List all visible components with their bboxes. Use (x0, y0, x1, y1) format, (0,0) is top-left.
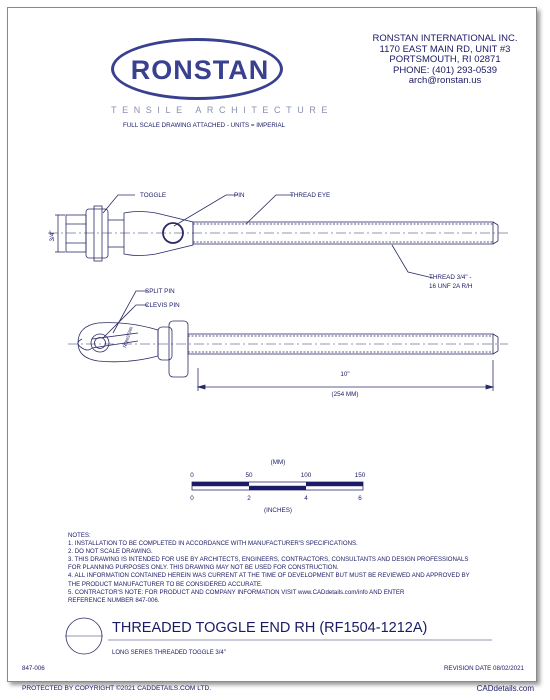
dim-length-mm: (254 MM) (331, 391, 359, 398)
callout-thread-2: 16 UNF 2A R/H (429, 283, 473, 290)
caddetails-link[interactable]: CADdetails.com (476, 684, 534, 693)
callout-clevis-pin: CLEVIS PIN (145, 302, 180, 309)
drawing-title: THREADED TOGGLE END RH (RF1504-1212A) (112, 620, 428, 636)
company-city: PORTSMOUTH, RI 02871 (389, 54, 501, 65)
reference-number: 847-006 (22, 665, 45, 672)
drawing-units-note: FULL SCALE DRAWING ATTACHED - UNITS = IMPERIAL (123, 122, 286, 129)
callout-pin: PIN (234, 192, 245, 199)
scale-in-tick-4: 4 (304, 495, 308, 502)
note-line: THE PRODUCT MANUFACTURER TO BE CONSIDERED ACCURATE. (68, 580, 263, 588)
scale-in-tick-0: 0 (190, 495, 194, 502)
scale-mm-label: (MM) (270, 459, 286, 466)
scale-mm-tick-150: 150 (354, 472, 366, 479)
callout-thread-eye: THREAD EYE (290, 192, 331, 199)
toggle-body (86, 209, 108, 258)
callout-toggle: TOGGLE (140, 192, 167, 199)
note-line: 2. DO NOT SCALE DRAWING. (68, 548, 153, 556)
scale-in-tick-6: 6 (358, 495, 362, 502)
technical-drawing (8, 8, 536, 528)
note-line: 4. ALL INFORMATION CONTAINED HEREIN WAS CURRENT AT THE TIME OF DEVELOPMENT BUT MUST BE REVIEWED AND APPROVED BY (68, 572, 470, 580)
notes-block (68, 532, 470, 605)
logo-tagline: TENSILE ARCHITECTURE (111, 105, 334, 115)
toggle-side-body (78, 323, 158, 362)
copyright-notice: PROTECTED BY COPYRIGHT ©2021 CADDETAILS.COM LTD. (22, 685, 212, 692)
company-phone: PHONE: (401) 293-0539 (392, 64, 498, 76)
drawing-subtitle: LONG SERIES THREADED TOGGLE 3/4" (112, 650, 226, 656)
dim-length: 10" (340, 371, 350, 378)
engraving-text: RONSTAN (122, 326, 134, 349)
scale-mm-tick-100: 100 (300, 472, 312, 479)
scale-inches-label: (INCHES) (264, 507, 292, 514)
dim-height: 3/4" (49, 230, 56, 242)
company-name: RONSTAN INTERNATIONAL INC. (372, 33, 518, 44)
eye-side (158, 327, 172, 360)
scale-mm-tick-50: 50 (245, 472, 253, 479)
note-line: REFERENCE NUMBER 847-006. (68, 596, 160, 604)
callout-split-pin: SPLIT PIN (145, 288, 175, 295)
note-line: FOR PLANNING PURPOSES ONLY. THIS DRAWING MAY NOT BE USED FOR CONSTRUCTION. (68, 564, 339, 572)
company-email: arch@ronstan.us (408, 75, 482, 86)
clevis-pin-hole (91, 334, 109, 352)
notes-heading: NOTES: (68, 532, 91, 539)
note-line: 3. THIS DRAWING IS INTENDED FOR USE BY ARCHITECTS, ENGINEERS, CONTRACTORS, CONSULTANTS AND DESIGN PROFESSIONALS (68, 556, 469, 564)
logo-text: RONSTAN (130, 55, 270, 85)
toggle-jaw-left (66, 215, 86, 252)
callout-thread-1: THREAD 3/4" - (429, 274, 472, 281)
company-address: 1170 EAST MAIN RD, UNIT #3 (379, 43, 511, 55)
note-line: 5. CONTRACTOR'S NOTE: FOR PRODUCT AND COMPANY INFORMATION VISIT www.CADdetails.com/info AND ENTER (68, 588, 405, 596)
split-pin-loop (78, 339, 92, 350)
scale-mm-tick-0: 0 (190, 472, 194, 479)
revision-date: REVISION DATE 08/02/2021 (443, 665, 524, 672)
note-line: 1. INSTALLATION TO BE COMPLETED IN ACCORDANCE WITH MANUFACTURER'S SPECIFICATIONS. (68, 540, 358, 548)
drawing-sheet (7, 7, 537, 682)
toggle-pin-head (94, 206, 102, 261)
scale-in-tick-2: 2 (247, 495, 251, 502)
